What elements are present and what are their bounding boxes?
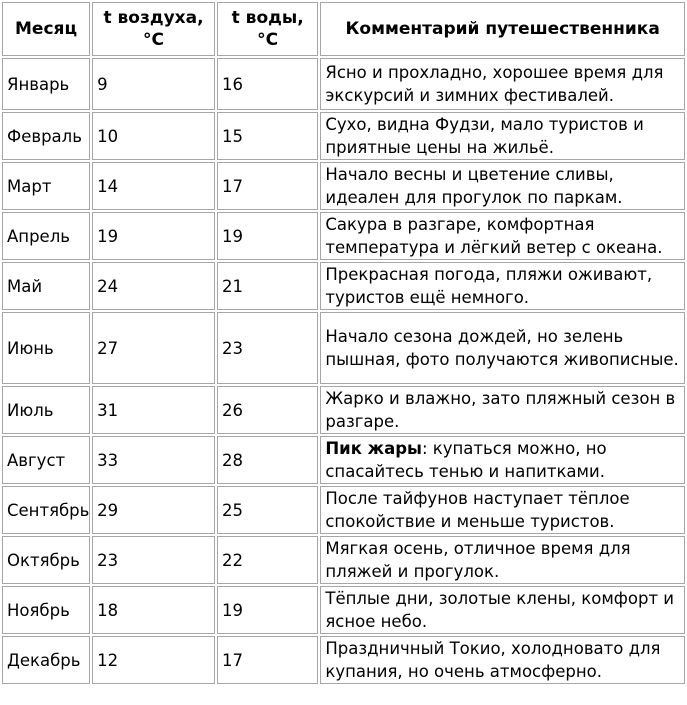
- month-cell: Июнь: [2, 312, 90, 384]
- air-temp-cell: 14: [92, 162, 215, 210]
- air-temp-cell: 33: [92, 436, 215, 484]
- comment-cell: Жарко и влажно, зато пляжный сезон в разгаре.: [320, 386, 685, 434]
- comment-cell: Праздничный Токио, холодновато для купания, но очень атмосферно.: [320, 636, 685, 684]
- month-cell: Апрель: [2, 212, 90, 260]
- comment-cell: Сакура в разгаре, комфортная температура и лёгкий ветер с океана.: [320, 212, 685, 260]
- table-row: [2, 586, 685, 634]
- comment-cell: Начало сезона дождей, но зелень пышная, фото получаются живописные.: [320, 312, 685, 384]
- month-cell: Февраль: [2, 112, 90, 160]
- water-temp-cell: 21: [217, 262, 318, 310]
- month-cell: Декабрь: [2, 636, 90, 684]
- water-temp-cell: 15: [217, 112, 318, 160]
- header-month: Месяц: [2, 2, 90, 56]
- comment-cell: Прекрасная погода, пляжи оживают, туристов ещё немного.: [320, 262, 685, 310]
- table-row: [2, 436, 685, 484]
- comment-cell: Мягкая осень, отличное время для пляжей и прогулок.: [320, 536, 685, 584]
- water-temp-cell: 19: [217, 212, 318, 260]
- air-temp-cell: 23: [92, 536, 215, 584]
- month-cell: Август: [2, 436, 90, 484]
- air-temp-cell: 12: [92, 636, 215, 684]
- header-air-temp: t воздуха, °C: [92, 2, 215, 56]
- water-temp-cell: 19: [217, 586, 318, 634]
- comment-text: : купаться можно, но спасайтесь тенью и напитками.: [325, 439, 607, 481]
- table-row: [2, 112, 685, 160]
- comment-cell: Сухо, видна Фудзи, мало туристов и приятные цены на жильё.: [320, 112, 685, 160]
- water-temp-cell: 22: [217, 536, 318, 584]
- comment-cell: [320, 436, 685, 484]
- month-cell: Июль: [2, 386, 90, 434]
- air-temp-cell: 10: [92, 112, 215, 160]
- header-comment: Комментарий путешественника: [320, 2, 685, 56]
- air-temp-cell: 24: [92, 262, 215, 310]
- comment-cell: После тайфунов наступает тёплое спокойствие и меньше туристов.: [320, 486, 685, 534]
- table-row: [2, 636, 685, 684]
- header-water-temp: t воды, °C: [217, 2, 318, 56]
- water-temp-cell: 17: [217, 636, 318, 684]
- comment-cell: Начало весны и цветение сливы, идеален для прогулок по паркам.: [320, 162, 685, 210]
- air-temp-cell: 19: [92, 212, 215, 260]
- water-temp-cell: 28: [217, 436, 318, 484]
- month-cell: Март: [2, 162, 90, 210]
- air-temp-cell: 27: [92, 312, 215, 384]
- table-row: [2, 386, 685, 434]
- table-row: [2, 162, 685, 210]
- air-temp-cell: 31: [92, 386, 215, 434]
- comment-bold-text: Пик жары: [325, 439, 422, 458]
- table-row: [2, 58, 685, 110]
- month-cell: Сентябрь: [2, 486, 90, 534]
- month-cell: Май: [2, 262, 90, 310]
- table-row: [2, 312, 685, 384]
- air-temp-cell: 9: [92, 58, 215, 110]
- water-temp-cell: 26: [217, 386, 318, 434]
- month-cell: Ноябрь: [2, 586, 90, 634]
- water-temp-cell: 23: [217, 312, 318, 384]
- header-row: [2, 2, 685, 56]
- table-row: [2, 212, 685, 260]
- table-row: [2, 486, 685, 534]
- water-temp-cell: 16: [217, 58, 318, 110]
- air-temp-cell: 29: [92, 486, 215, 534]
- comment-cell: Тёплые дни, золотые клены, комфорт и ясное небо.: [320, 586, 685, 634]
- month-cell: Октябрь: [2, 536, 90, 584]
- comment-cell: Ясно и прохладно, хорошее время для экскурсий и зимних фестивалей.: [320, 58, 685, 110]
- air-temp-cell: 18: [92, 586, 215, 634]
- water-temp-cell: 25: [217, 486, 318, 534]
- month-cell: Январь: [2, 58, 90, 110]
- table-row: [2, 536, 685, 584]
- table-row: [2, 262, 685, 310]
- water-temp-cell: 17: [217, 162, 318, 210]
